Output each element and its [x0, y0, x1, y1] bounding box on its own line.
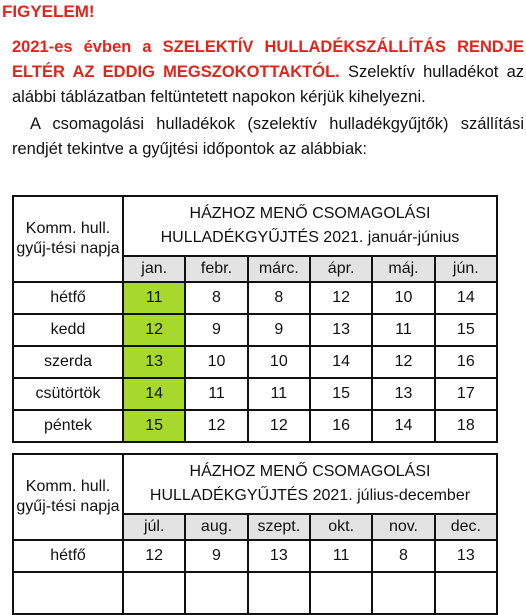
- date-cell: 8: [185, 282, 247, 314]
- date-cell: 12: [248, 410, 310, 442]
- date-cell: 9: [185, 314, 247, 346]
- date-cell: 13: [310, 314, 372, 346]
- month-header: nov.: [372, 514, 434, 540]
- date-cell: 15: [310, 378, 372, 410]
- month-header: dec.: [435, 514, 497, 540]
- day-label: szerda: [13, 346, 123, 378]
- date-cell-cut: [310, 572, 372, 614]
- date-cell-cut: [372, 572, 434, 614]
- notice-paragraph-1-rest: Szelektív hulladékot az alábbi táblázatban feltüntetett napokon kérjük kihelyezni.: [12, 63, 524, 106]
- table-row: [13, 540, 497, 572]
- day-label-cut: [13, 572, 123, 614]
- month-header: okt.: [310, 514, 372, 540]
- date-cell-cut: [435, 572, 497, 614]
- date-cell: 14: [435, 282, 497, 314]
- table-row-partial: [13, 572, 497, 614]
- date-cell: 11: [185, 378, 247, 410]
- notice-paragraph-1: [12, 35, 524, 110]
- schedule-table-jul-dec: [12, 453, 498, 615]
- date-cell-highlighted: 15: [123, 410, 185, 442]
- date-cell: 14: [310, 346, 372, 378]
- notice-paragraph-2: [12, 112, 524, 162]
- date-cell: 18: [435, 410, 497, 442]
- month-header: jún.: [435, 256, 497, 282]
- date-cell: 14: [372, 410, 434, 442]
- date-cell: 12: [372, 346, 434, 378]
- month-header: szept.: [248, 514, 310, 540]
- month-header: ápr.: [310, 256, 372, 282]
- date-cell: 13: [435, 540, 497, 572]
- date-cell: 11: [372, 314, 434, 346]
- date-cell-highlighted: 14: [123, 378, 185, 410]
- date-cell-cut: [185, 572, 247, 614]
- date-cell: 12: [310, 282, 372, 314]
- comm-header: Komm. hull. gyűj-tési napja: [13, 454, 123, 540]
- date-cell-highlighted: 11: [123, 282, 185, 314]
- month-header: júl.: [123, 514, 185, 540]
- schedule-table-jan-jun: [12, 195, 498, 443]
- comm-header: Komm. hull. gyűj-tési napja: [13, 196, 123, 282]
- date-cell: 16: [435, 346, 497, 378]
- month-header: aug.: [185, 514, 247, 540]
- date-cell: 8: [248, 282, 310, 314]
- day-label: péntek: [13, 410, 123, 442]
- day-label: hétfő: [13, 282, 123, 314]
- month-header: máj.: [372, 256, 434, 282]
- month-header: márc.: [248, 256, 310, 282]
- date-cell: 9: [185, 540, 247, 572]
- month-header: febr.: [185, 256, 247, 282]
- table-title: [123, 196, 497, 256]
- day-label: csütörtök: [13, 378, 123, 410]
- date-cell: 13: [372, 378, 434, 410]
- table-title-line1: HÁZHOZ MENŐ CSOMAGOLÁSI: [189, 463, 431, 480]
- date-cell: 15: [435, 314, 497, 346]
- date-cell: 10: [185, 346, 247, 378]
- date-cell-cut: [248, 572, 310, 614]
- table-row: [13, 378, 497, 410]
- warning-title: FIGYELEM!: [2, 2, 95, 21]
- table-row: [13, 282, 497, 314]
- date-cell-cut: [123, 572, 185, 614]
- date-cell: 10: [372, 282, 434, 314]
- date-cell: 12: [123, 540, 185, 572]
- date-cell: 16: [310, 410, 372, 442]
- table-title-line1: HÁZHOZ MENŐ CSOMAGOLÁSI: [189, 205, 431, 222]
- date-cell: 8: [372, 540, 434, 572]
- date-cell-highlighted: 13: [123, 346, 185, 378]
- notice-paragraph-1-red: 2021-es évben a SZELEKTÍV HULLADÉKSZÁLLÍTÁS RENDJE ELTÉR AZ EDDIG MEGSZOKOTTAKTÓL.: [12, 38, 524, 81]
- day-label: hétfő: [13, 540, 123, 572]
- table-row: [13, 346, 497, 378]
- table-title-line2: HULLADÉKGYŰJTÉS 2021. július-december: [149, 487, 471, 504]
- day-label: kedd: [13, 314, 123, 346]
- table-title-line2: HULLADÉKGYŰJTÉS 2021. január-június: [160, 229, 460, 246]
- date-cell: 11: [248, 378, 310, 410]
- date-cell: 9: [248, 314, 310, 346]
- date-cell: 11: [310, 540, 372, 572]
- date-cell: 10: [248, 346, 310, 378]
- table-row: [13, 314, 497, 346]
- table-title: [123, 454, 497, 514]
- month-header: jan.: [123, 256, 185, 282]
- date-cell-highlighted: 12: [123, 314, 185, 346]
- notice-paragraph-2-text: A csomagolási hulladékok (szelektív hulladékgyűjtők) szállítási rendjét tekintve a gyűjtési időpontok az alábbiak:: [12, 115, 524, 158]
- table-row: [13, 410, 497, 442]
- date-cell: 13: [248, 540, 310, 572]
- date-cell: 17: [435, 378, 497, 410]
- date-cell: 12: [185, 410, 247, 442]
